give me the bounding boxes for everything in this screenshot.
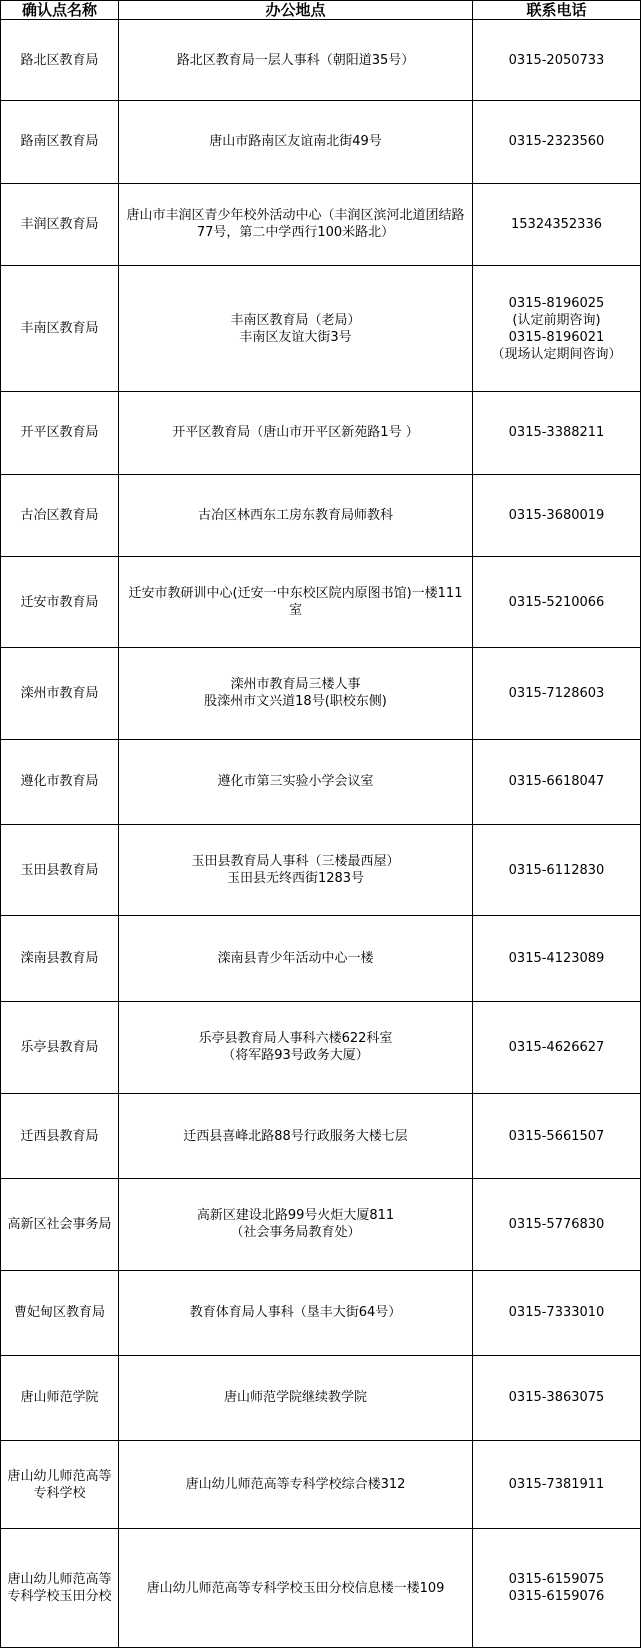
- cell-phone: 15324352336: [473, 183, 641, 265]
- cell-address: 遵化市第三实验小学会议室: [119, 739, 473, 824]
- cell-phone: 0315-3680019: [473, 474, 641, 556]
- header-row: [1, 1, 641, 20]
- table-row: [1, 1441, 641, 1529]
- cell-name: 唐山师范学院: [1, 1355, 119, 1440]
- table-row: [1, 474, 641, 556]
- cell-address: 丰南区教育局（老局） 丰南区友谊大街3号: [119, 265, 473, 391]
- cell-address: 高新区建设北路99号火炬大厦811 （社会事务局教育处）: [119, 1179, 473, 1270]
- cell-name: 路南区教育局: [1, 101, 119, 183]
- cell-address: 唐山市路南区友谊南北街49号: [119, 101, 473, 183]
- cell-phone: 0315-6159075 0315-6159076: [473, 1529, 641, 1648]
- cell-name: 唐山幼儿师范高等专科学校: [1, 1441, 119, 1529]
- cell-phone: 0315-7381911: [473, 1441, 641, 1529]
- table-row: [1, 1179, 641, 1270]
- table-row: [1, 648, 641, 739]
- cell-name: 遵化市教育局: [1, 739, 119, 824]
- cell-address: 乐亭县教育局人事科六楼622科室 （将军路93号政务大厦）: [119, 1001, 473, 1093]
- cell-address: 古冶区林西东工房东教育局师教科: [119, 474, 473, 556]
- header-phone: 联系电话: [473, 1, 641, 20]
- header-address: 办公地点: [119, 1, 473, 20]
- cell-address: 唐山师范学院继续教学院: [119, 1355, 473, 1440]
- cell-name: 开平区教育局: [1, 392, 119, 474]
- table-row: [1, 392, 641, 474]
- cell-phone: 0315-5661507: [473, 1093, 641, 1178]
- table-row: [1, 1270, 641, 1355]
- cell-name: 滦州市教育局: [1, 648, 119, 739]
- cell-phone: 0315-7128603: [473, 648, 641, 739]
- cell-address: 唐山市丰润区青少年校外活动中心（丰润区滨河北道团结路77号，第二中学西行100米路北）: [119, 183, 473, 265]
- cell-address: 迁安市教研训中心(迁安一中东校区院内原图书馆)一楼111室: [119, 556, 473, 647]
- cell-phone: 0315-7333010: [473, 1270, 641, 1355]
- cell-address: 玉田县教育局人事科（三楼最西屋） 玉田县无终西街1283号: [119, 824, 473, 915]
- table-row: [1, 916, 641, 1001]
- cell-phone: 0315-4123089: [473, 916, 641, 1001]
- cell-address: 唐山幼儿师范高等专科学校综合楼312: [119, 1441, 473, 1529]
- table-row: [1, 183, 641, 265]
- cell-name: 乐亭县教育局: [1, 1001, 119, 1093]
- cell-address: 迁西县喜峰北路88号行政服务大楼七层: [119, 1093, 473, 1178]
- cell-address: 开平区教育局（唐山市开平区新苑路1号 ）: [119, 392, 473, 474]
- cell-address: 滦南县青少年活动中心一楼: [119, 916, 473, 1001]
- cell-name: 丰润区教育局: [1, 183, 119, 265]
- header-name: 确认点名称: [1, 1, 119, 20]
- cell-name: 古冶区教育局: [1, 474, 119, 556]
- table-row: [1, 265, 641, 391]
- cell-phone: 0315-2323560: [473, 101, 641, 183]
- cell-name: 迁西县教育局: [1, 1093, 119, 1178]
- table-row: [1, 556, 641, 647]
- table-row: [1, 1093, 641, 1178]
- cell-phone: 0315-8196025 (认定前期咨询) 0315-8196021 （现场认定期间咨询）: [473, 265, 641, 391]
- cell-phone: 0315-2050733: [473, 20, 641, 101]
- cell-name: 路北区教育局: [1, 20, 119, 101]
- cell-name: 高新区社会事务局: [1, 1179, 119, 1270]
- table-row: [1, 739, 641, 824]
- cell-name: 迁安市教育局: [1, 556, 119, 647]
- table-row: [1, 101, 641, 183]
- cell-address: 路北区教育局一层人事科（朝阳道35号）: [119, 20, 473, 101]
- table-row: [1, 824, 641, 915]
- cell-address: 唐山幼儿师范高等专科学校玉田分校信息楼一楼109: [119, 1529, 473, 1648]
- cell-phone: 0315-6112830: [473, 824, 641, 915]
- cell-name: 曹妃甸区教育局: [1, 1270, 119, 1355]
- cell-name: 玉田县教育局: [1, 824, 119, 915]
- cell-phone: 0315-5210066: [473, 556, 641, 647]
- cell-phone: 0315-6618047: [473, 739, 641, 824]
- cell-phone: 0315-4626627: [473, 1001, 641, 1093]
- table-row: [1, 1001, 641, 1093]
- cell-phone: 0315-5776830: [473, 1179, 641, 1270]
- cell-phone: 0315-3388211: [473, 392, 641, 474]
- cell-phone: 0315-3863075: [473, 1355, 641, 1440]
- cell-name: 唐山幼儿师范高等专科学校玉田分校: [1, 1529, 119, 1648]
- cell-address: 教育体育局人事科（垦丰大街64号）: [119, 1270, 473, 1355]
- cell-name: 滦南县教育局: [1, 916, 119, 1001]
- table-row: [1, 1529, 641, 1648]
- table-row: [1, 1355, 641, 1440]
- cell-address: 滦州市教育局三楼人事 股滦州市文兴道18号(职校东侧): [119, 648, 473, 739]
- table-row: [1, 20, 641, 101]
- cell-name: 丰南区教育局: [1, 265, 119, 391]
